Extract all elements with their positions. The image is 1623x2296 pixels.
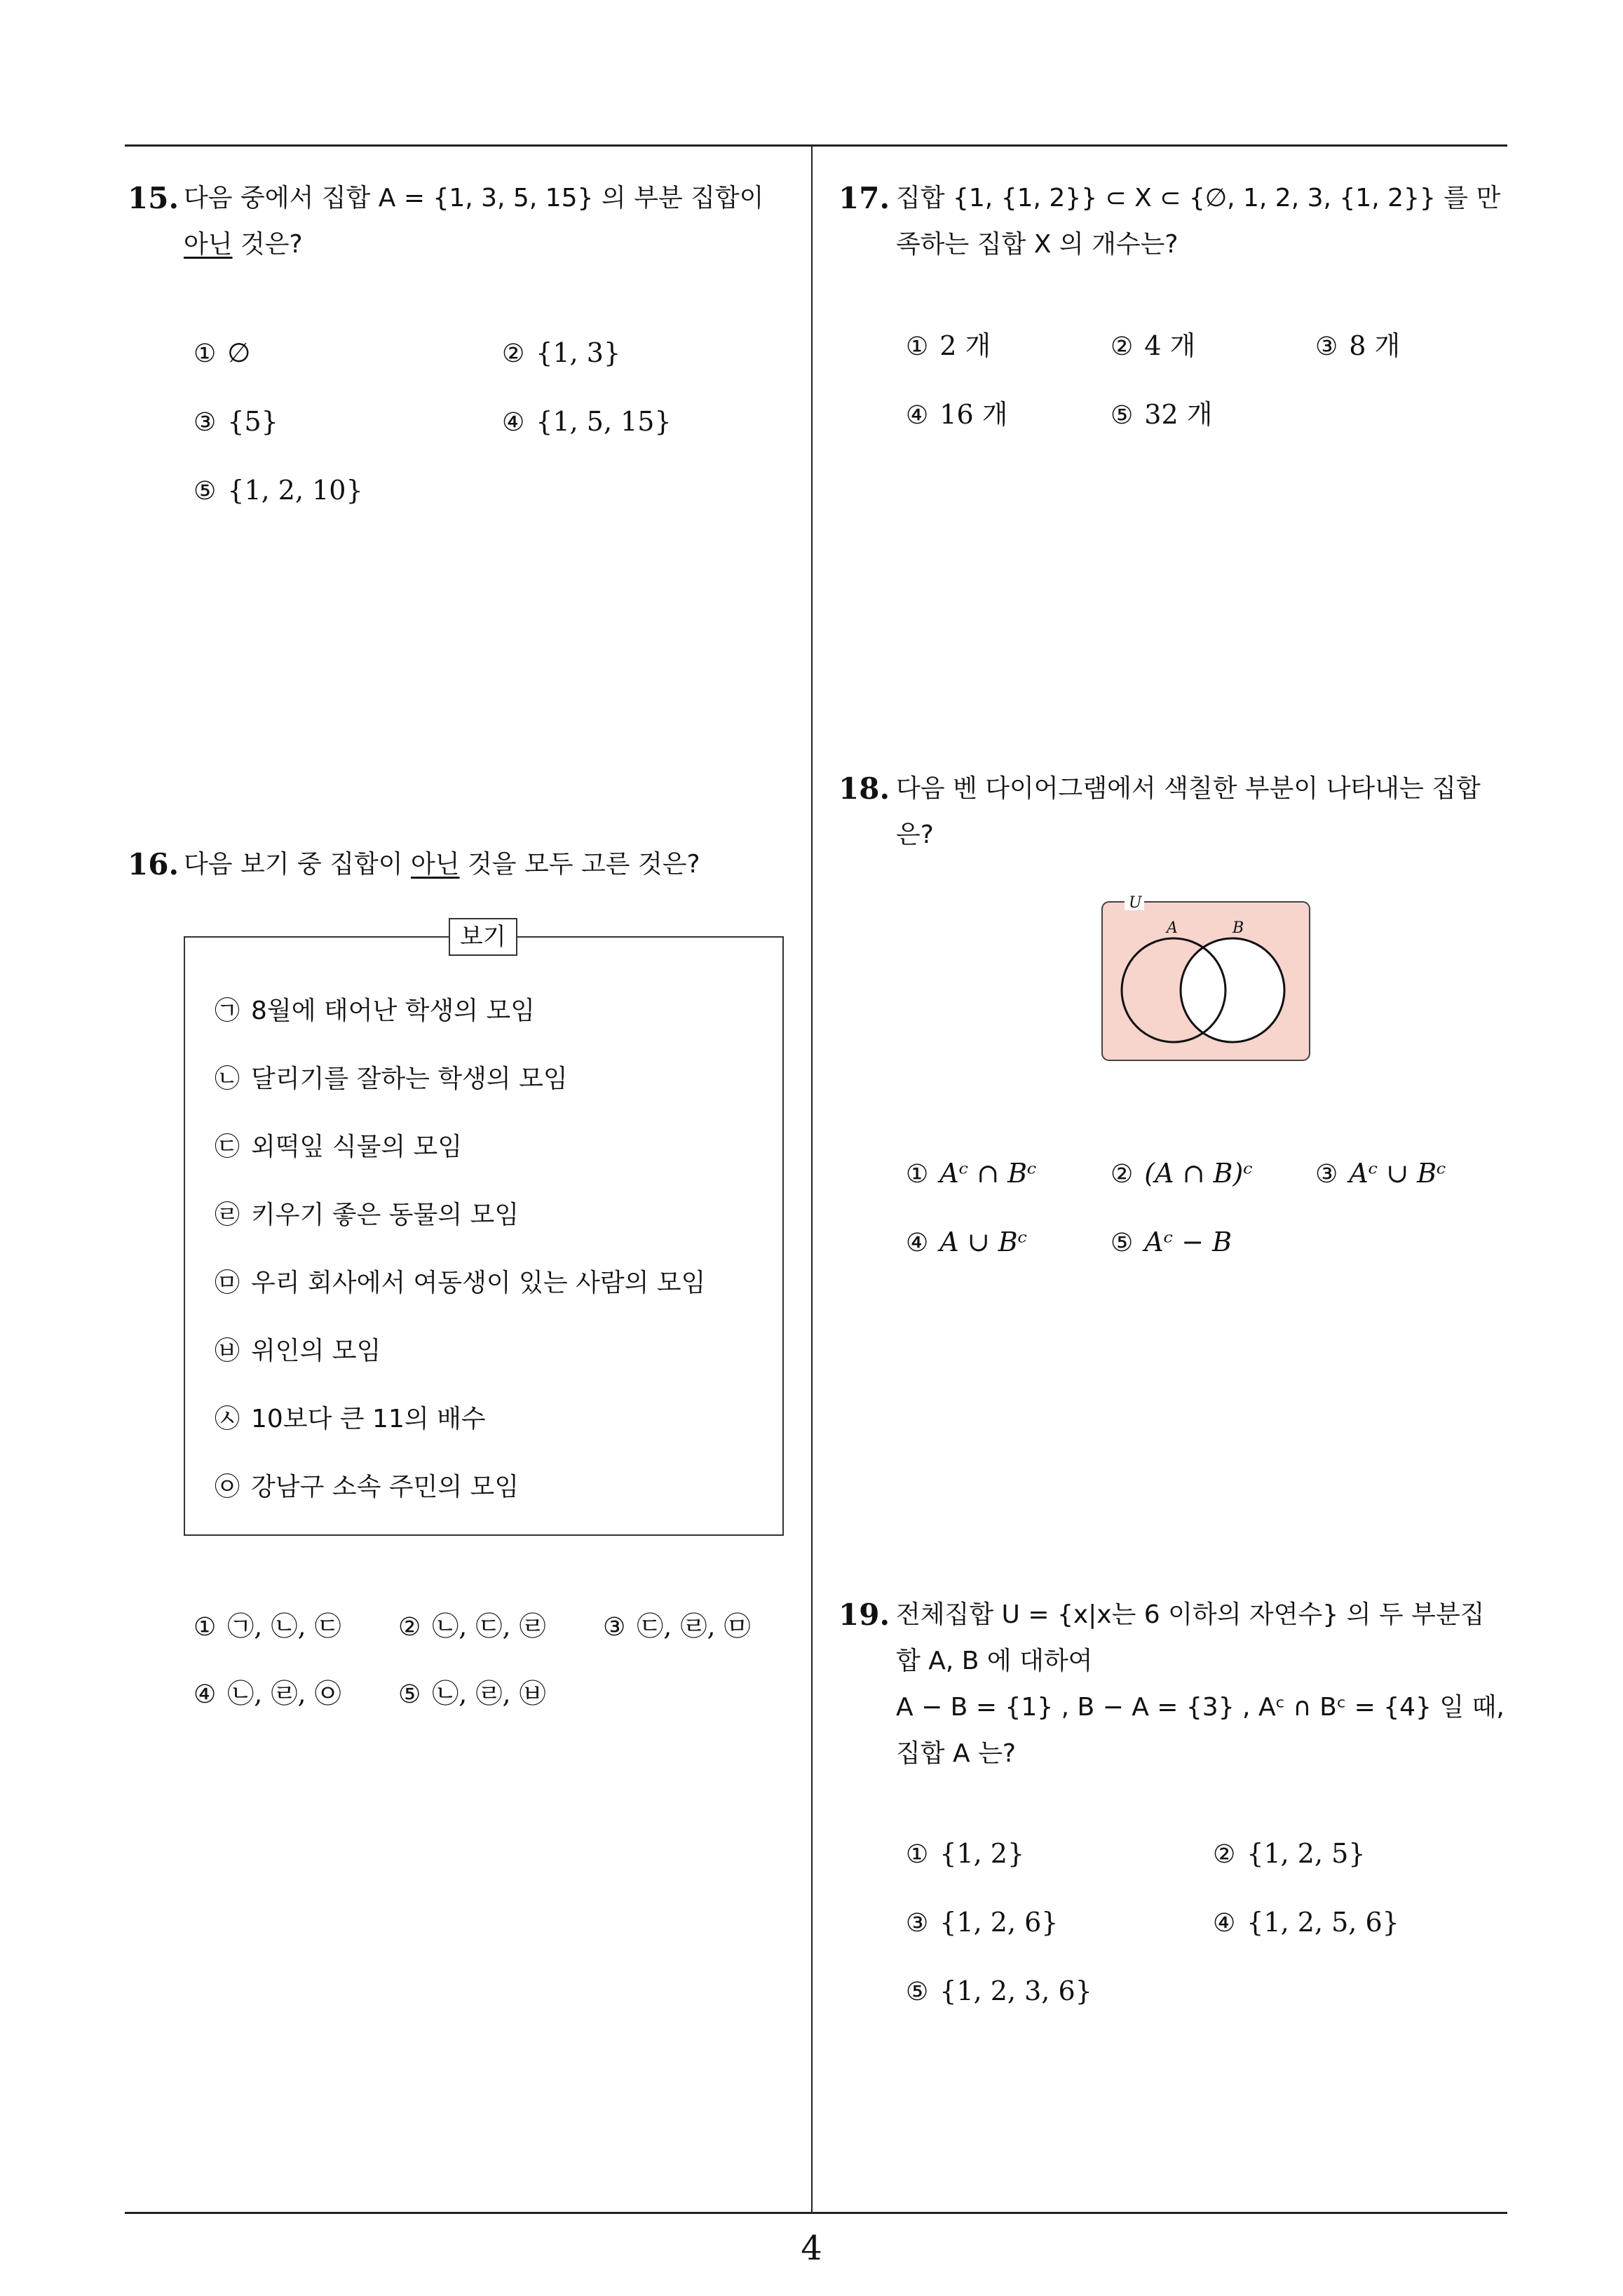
answer-option-4[interactable]: ④ 16 개 [906,399,1008,430]
question-text-line4: 집합 A 는? [896,1739,1016,1768]
example-item-3: ㉢ 외떡잎 식물의 모임 [215,1133,463,1161]
answer-option-4[interactable]: ④ {1, 2, 5, 6} [1213,1907,1399,1938]
bottom-rule [125,2212,1507,2214]
example-box [184,936,784,1536]
example-item-4: ㉣ 키우기 좋은 동물의 모임 [215,1201,520,1229]
question-text: 다음 보기 중 집합이 아닌 것을 모두 고른 것은? [184,850,700,879]
answer-option-3[interactable]: ③ {1, 2, 6} [906,1907,1059,1938]
question-text-line3: A − B = {1} , B − A = {3} , Aᶜ ∩ Bᶜ = {4} 일 때, [896,1693,1505,1722]
emphasis-underline: 아닌 [184,230,233,259]
answer-option-3[interactable]: ③ {5} [193,406,278,437]
answer-option-2[interactable]: ② {1, 3} [502,337,621,368]
answer-option-5[interactable]: ⑤ {1, 2, 10} [193,475,363,506]
answer-option-1[interactable]: ① Aᶜ ∩ Bᶜ [906,1158,1037,1189]
question-text-line2: 아닌 것은? [184,230,303,259]
answer-option-1[interactable]: ① 2 개 [906,330,991,361]
answer-option-3[interactable]: ③ 8 개 [1315,330,1401,361]
answer-option-4[interactable]: ④ {1, 5, 15} [502,406,672,437]
emphasis-underline: 아닌 [410,850,460,879]
question-number: 18. [838,771,890,806]
question-number: 15. [128,181,179,215]
answer-option-5[interactable]: ⑤ {1, 2, 3, 6} [906,1976,1092,2006]
answer-option-3[interactable]: ③ ㉢, ㉣, ㉤ [603,1611,751,1642]
question-number: 16. [128,847,179,882]
universe-label: U [1129,894,1142,912]
top-rule [125,144,1507,147]
question-text-line2: 족하는 집합 X 의 개수는? [896,230,1179,259]
answer-option-1[interactable]: ① ㉠, ㉡, ㉢ [193,1611,341,1642]
question-number: 19. [838,1598,890,1632]
answer-option-1[interactable]: ① {1, 2} [906,1838,1025,1869]
set-b-label: B [1232,919,1244,937]
example-item-5: ㉤ 우리 회사에서 여동생이 있는 사람의 모임 [215,1269,706,1297]
question-text-line2: 은? [896,821,934,849]
answer-option-4[interactable]: ④ A ∪ Bᶜ [906,1227,1028,1257]
answer-option-2[interactable]: ② ㉡, ㉢, ㉣ [398,1611,546,1642]
question-text: 다음 벤 다이어그램에서 색칠한 부분이 나타내는 집합 [896,774,1481,803]
column-divider [811,144,813,2213]
answer-option-5[interactable]: ⑤ 32 개 [1111,399,1213,430]
venn-diagram [1094,885,1318,1067]
page-number: 4 [801,2229,822,2268]
answer-option-5[interactable]: ⑤ ㉡, ㉣, ㉥ [398,1678,546,1709]
example-item-6: ㉥ 위인의 모임 [215,1337,381,1365]
example-item-1: ㉠ 8월에 태어난 학생의 모임 [215,997,536,1025]
answer-option-1[interactable]: ① ∅ [193,337,251,368]
question-text: 다음 중에서 집합 A = {1, 3, 5, 15} 의 부분 집합이 [184,184,764,212]
answer-option-2[interactable]: ② 4 개 [1111,330,1196,361]
example-item-7: ㉦ 10보다 큰 11의 배수 [215,1405,486,1433]
answer-option-3[interactable]: ③ Aᶜ ∪ Bᶜ [1315,1158,1446,1189]
example-item-8: ㉧ 강남구 소속 주민의 모임 [215,1473,520,1501]
answer-option-5[interactable]: ⑤ Aᶜ − B [1111,1227,1232,1257]
example-box-title: 보기 [449,918,517,956]
question-number: 17. [838,181,890,215]
set-a-label: A [1167,919,1178,937]
answer-option-4[interactable]: ④ ㉡, ㉣, ㉧ [193,1678,341,1709]
question-text: 집합 {1, {1, 2}} ⊂ X ⊂ {∅, 1, 2, 3, {1, 2}} 를 만 [896,184,1501,212]
question-text-line2: 합 A, B 에 대하여 [896,1647,1093,1675]
answer-option-2[interactable]: ② (A ∩ B)ᶜ [1111,1158,1253,1189]
example-item-2: ㉡ 달리기를 잘하는 학생의 모임 [215,1065,568,1093]
question-text: 전체집합 U = {x|x는 6 이하의 자연수} 의 두 부분집 [896,1600,1485,1629]
answer-option-2[interactable]: ② {1, 2, 5} [1213,1838,1366,1869]
